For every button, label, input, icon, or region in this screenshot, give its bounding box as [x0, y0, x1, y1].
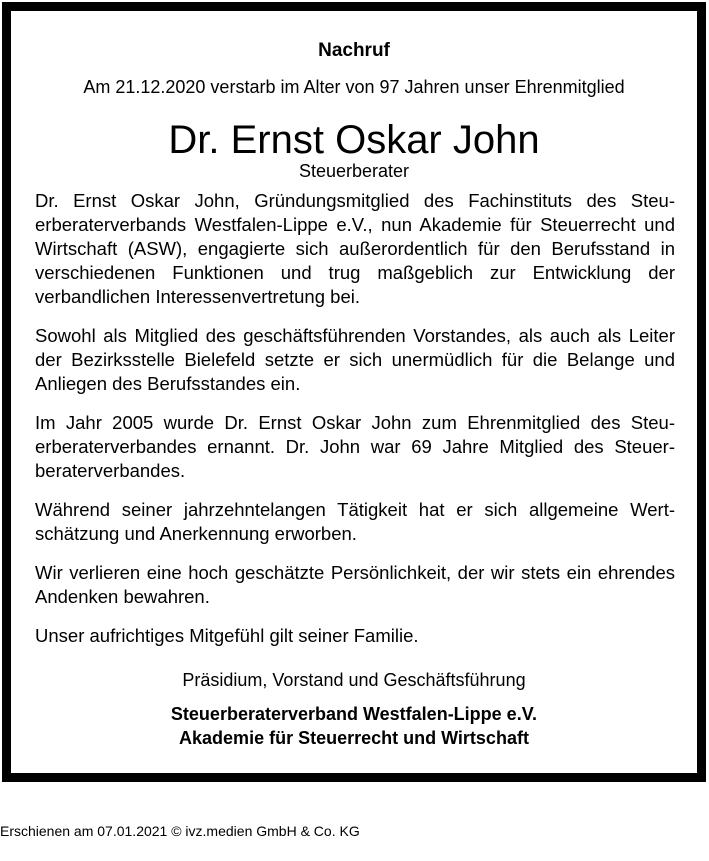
deceased-name: Dr. Ernst Oskar John [168, 118, 540, 162]
organization-block [11, 702, 697, 750]
body-paragraph: Unser aufrichtiges Mitgefühl gilt seiner Familie. [35, 625, 419, 646]
publication-footer: Erschienen am 07.01.2021 © ivz.medien GmbH & Co. KG [0, 823, 360, 839]
body-paragraph: Dr. Ernst Oskar John, Gründungsmitglied des Fachinstituts des Steuerberaterverbands Westfalen-Lippe e.V., nun Akademie für Steuerrecht und Wirtschaft (ASW), engagierte sich außerordentlich für den Berufsstand in verschiedenen Funktionen und trug maßgeblich zur Entwicklung der verbandlichen Interessenvertretung bei. [35, 190, 675, 307]
academy-name: Akademie für Steuerrecht und Wirtschaft [179, 728, 529, 748]
notice-signoff: Präsidium, Vorstand und Geschäftsführung [182, 670, 526, 690]
notice-intro: Am 21.12.2020 verstarb im Alter von 97 Jahren unser Ehrenmitglied [83, 77, 625, 97]
body-paragraph: Wir verlieren eine hoch geschätzte Persönlichkeit, der wir stets ein ehrendes Andenken bewahren. [35, 562, 675, 607]
body-paragraph: Während seiner jahrzehntelangen Tätigkeit hat er sich allgemeine Wertschätzung und Anerkennung erworben. [35, 499, 675, 544]
notice-body [35, 189, 675, 663]
organization-name: Steuerberaterverband Westfalen-Lippe e.V. [170, 704, 538, 724]
deceased-profession: Steuerberater [298, 161, 410, 181]
body-paragraph: Sowohl als Mitglied des geschäftsführenden Vorstandes, als auch als Leiter der Bezirksstelle Bielefeld setzte er sich unermüdlich für die Belange und Anliegen des Berufsstandes ein. [35, 325, 675, 394]
body-paragraph: Im Jahr 2005 wurde Dr. Ernst Oskar John zum Ehrenmitglied des Steuerberaterverbandes ernannt. Dr. John war 69 Jahre Mitglied des Steuerberaterverbandes. [35, 412, 675, 481]
obituary-notice [2, 2, 706, 782]
notice-heading: Nachruf [318, 40, 390, 61]
